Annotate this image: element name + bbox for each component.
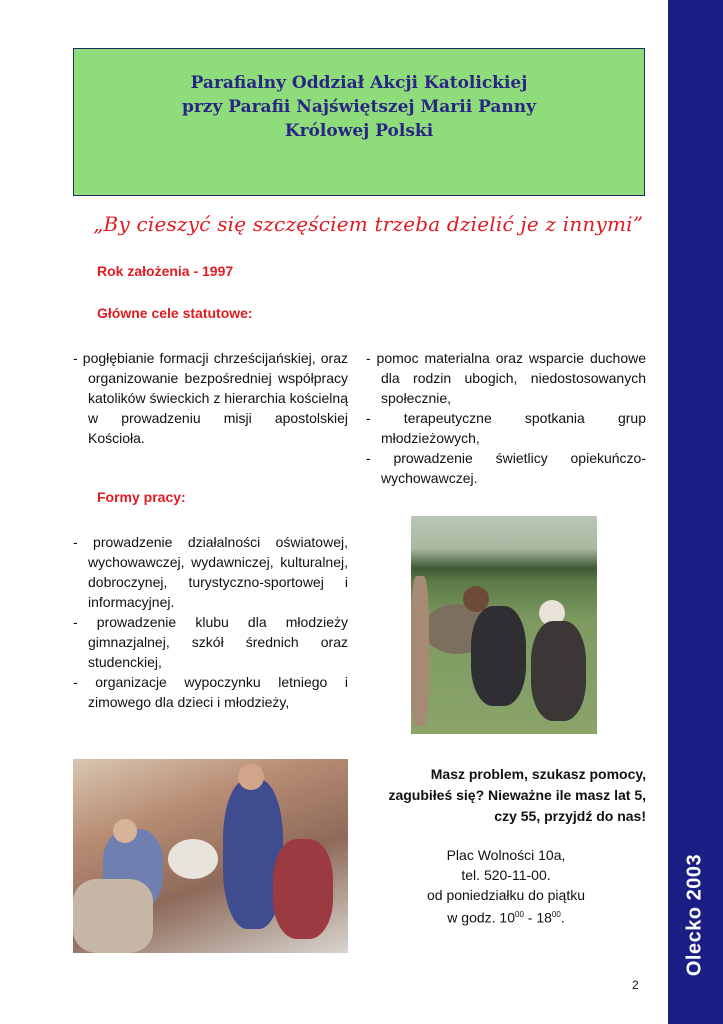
goal-item: - terapeutyczne spotkania grup młodzieżowych, (366, 410, 646, 446)
goals-left-column (73, 348, 348, 448)
form-item: - prowadzenie klubu dla młodzieży gimnazjalnej, szkół średnich oraz studenckiej, (73, 614, 348, 670)
photo-children-tables (73, 759, 348, 953)
form-item: - prowadzenie działalności oświatowej, wychowawczej, wydawniczej, kulturalnej, dobroczynej, turystyczno-sportowej i informacyjnej. (73, 534, 348, 610)
goals-right-column (366, 348, 646, 488)
goal-item: - pomoc materialna oraz wsparcie duchowe dla rodzin ubogich, niedostosowanych społecznie, (366, 350, 646, 406)
form-item: - organizacje wypoczynku letniego i zimowego dla dzieci i młodzieży, (73, 674, 348, 710)
goal-item: - pogłębianie formacji chrześcijańskiej, oraz organizowanie bezpośredniej współpracy katolików świeckich z hierarchia kościelną w prowadzeniu misji apostolskiej Kościoła. (73, 350, 348, 446)
header-box (73, 48, 645, 196)
photo-donkey-field (411, 516, 597, 734)
contact-address (366, 845, 646, 928)
goals-heading: Główne cele statutowe: (97, 305, 253, 321)
forms-column (73, 532, 348, 712)
address-phone: tel. 520-11-00. (461, 867, 551, 883)
sidebar-label: Olecko 2003 (683, 853, 706, 977)
page-number: 2 (632, 978, 639, 992)
motto: „By cieszyć się szczęściem trzeba dzielić je z innymi” (93, 212, 644, 236)
hours-to-sup: 00 (551, 910, 561, 919)
address-street: Plac Wolności 10a, (446, 847, 566, 863)
address-days: od poniedziałku do piątku (426, 887, 585, 903)
hours-from-sup: 00 (515, 910, 524, 919)
help-callout: Masz problem, szukasz pomocy, zagubiłeś się? Nieważne ile masz lat 5, czy 55, przyjdź do nas! (388, 766, 646, 824)
hours-suffix: . (560, 909, 565, 926)
header-line-2: przy Parafii Najświętszej Marii Panny (181, 97, 537, 117)
address-hours (366, 905, 646, 928)
header-line-3: Królowej Polski (284, 121, 434, 141)
forms-heading: Formy pracy: (97, 489, 186, 505)
header-line-1: Parafialny Oddział Akcji Katolickiej (190, 73, 528, 93)
hours-mid: - 18 (523, 909, 552, 926)
goal-item: - prowadzenie świetlicy opiekuńczo-wychowawczej. (366, 450, 646, 486)
founded-heading: Rok założenia - 1997 (97, 263, 234, 279)
hours-prefix: w godz. 10 (447, 909, 515, 926)
